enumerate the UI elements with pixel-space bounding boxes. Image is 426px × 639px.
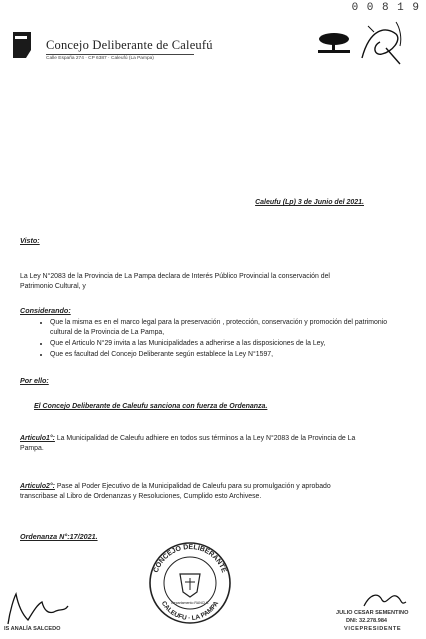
tree-emblem-icon [316,30,352,56]
seal-bottom-text: CALEUFU · LA PAMPA [159,600,221,623]
sanction-statement: El Concejo Deliberante de Caleufu sanciona con fuerza de Ordenanza. [34,403,268,410]
handwritten-signature-left [4,590,76,626]
page-number: 0 0 8 1 9 [351,2,420,14]
svg-text:CONCEJO DELIBERANTE [153,544,228,574]
signature-right [336,594,420,636]
document-date: Caleufu (Lp) 3 de Junio del 2021. [255,199,364,206]
handwritten-signature-right [360,590,410,610]
header-divider [46,54,194,55]
por-ello-heading: Por ello: [20,376,49,385]
article-1 [20,434,360,454]
considerando-item: • Que la misma es en el marco legal para la preservación , protección, conservación y promoción del patrimonio cultural de la Provincia de La Pampa, [50,318,390,338]
article-2-text: Pase al Poder Ejecutivo de la Municipalidad de Caleufu para su promulgación y aprobado transcribase al Libro de Ordenanzas y Resoluciones, Cumplido esto Archivese. [20,483,331,500]
visto-heading: Visto: [20,236,40,245]
article-2 [20,482,360,502]
seal-inner-text: Departamento RANCUL [171,601,209,605]
considerando-item: • Que es facultad del Concejo Deliberante según establece la Ley N°1597, [50,350,390,360]
signature-left [4,590,76,636]
considerando-item: • Que el Articulo N°29 invita a las Municipalidades a adherirse a las disposiciones de la Ley, [50,339,390,349]
considerando-heading: Considerando: [20,306,71,315]
ordinance-number: Ordenanza N°:17/2021. [20,532,98,541]
right-signer-dni: DNI: 32.278.984 [346,618,388,624]
institution-title: Concejo Deliberante de Caleufú [46,38,213,52]
considerando-list [18,318,390,361]
council-seal-stamp [140,540,240,626]
article-1-text: La Municipalidad de Caleufu adhiere en todos sus términos a la Ley N°2083 de la Provincia de La Pampa. [20,435,356,452]
right-signer-role: VICEPRESIDENTE [344,626,402,632]
institution-address: Calle España 274 · CP 6387 · Caleufú (La Pampa) [46,56,154,61]
seal-top-text: CONCEJO DELIBERANTE [152,543,228,574]
initial-signature-scribble [356,18,408,72]
article-2-label: Articulo2°: [20,483,55,490]
visto-text: La Ley N°2083 de la Provincia de La Pampa declara de Interés Público Provincial la conservación del Patrimonio Cultural, y [20,273,330,290]
right-signer-name: JULIO CESAR SEMENTINO [336,610,409,616]
province-outline-logo [10,30,34,60]
left-signer-name: IS ANALÍA SALCEDO [4,626,61,632]
article-1-label: Articulo1°: [20,435,55,442]
